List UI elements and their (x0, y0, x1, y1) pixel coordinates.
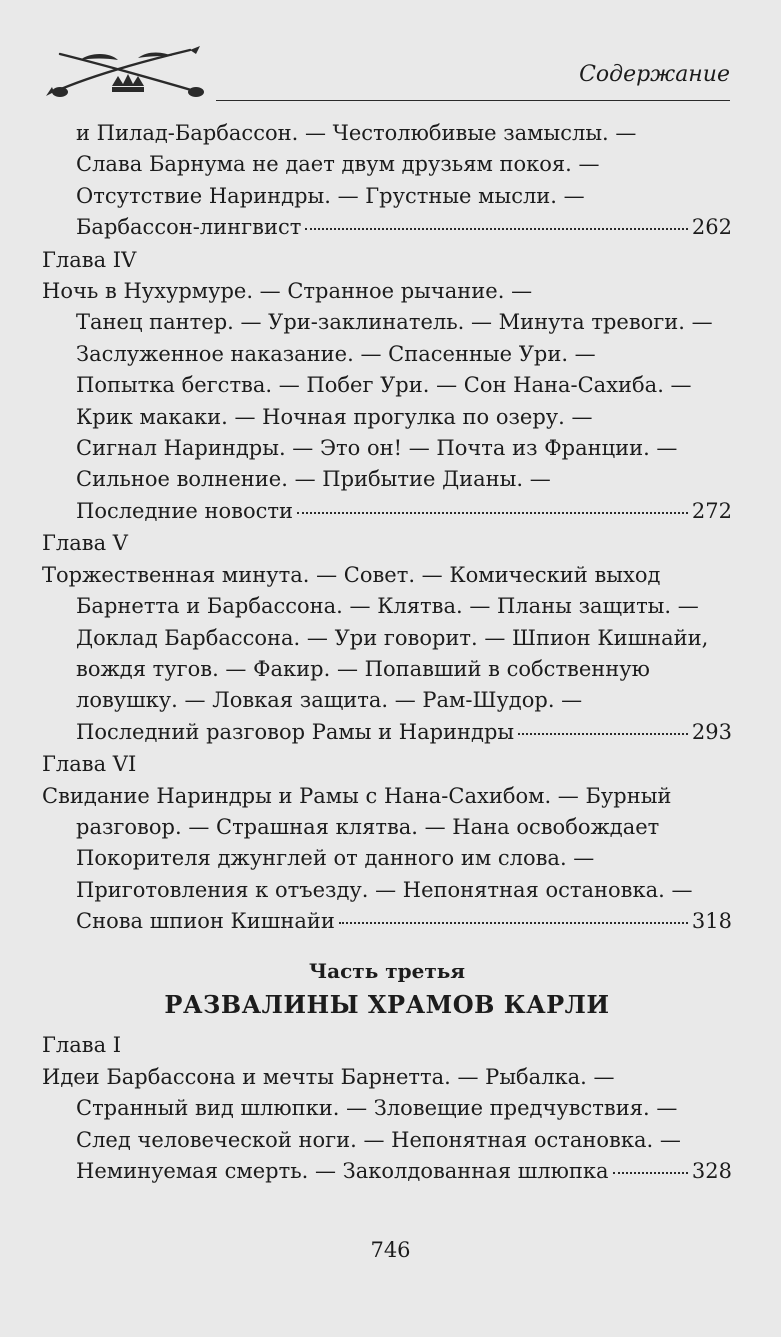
toc-line: След человеческой ноги. — Непонятная остановка. — (76, 1127, 681, 1152)
toc-line-text: Последние новости (76, 498, 293, 523)
toc-line-with-page (42, 212, 732, 243)
toc-page-number: 262 (691, 215, 732, 240)
toc-line-text: Барбассон-лингвист (76, 215, 302, 240)
toc-line: Покорителя джунглей от данного им слова. — (76, 846, 595, 871)
toc-line: Ночь в Нухурмуре. — Странное рычание. — (42, 279, 533, 304)
toc-line-with-page (42, 1156, 732, 1187)
toc-part3-chapter-1 (42, 1030, 732, 1187)
toc-line: вождя тугов. — Факир. — Попавший в собственную (76, 656, 650, 681)
toc-line-with-page (42, 717, 732, 748)
header-title: Содержание (579, 62, 730, 87)
toc-page-number: 293 (691, 719, 732, 744)
table-of-contents (42, 118, 732, 1187)
toc-line: Свидание Нариндры и Рамы с Нана-Сахибом. — Бурный (42, 783, 672, 808)
toc-line-text: Снова шпион Кишнайи (76, 909, 335, 934)
toc-line: Странный вид шлюпки. — Зловещие предчувствия. — (76, 1096, 678, 1121)
page-number: 746 (370, 1238, 411, 1262)
part-label: Часть третья (308, 958, 466, 983)
toc-line: Крик макаки. — Ночная прогулка по озеру. — (76, 404, 593, 429)
toc-line: Танец пантер. — Ури-заклинатель. — Минута тревоги. — (76, 310, 713, 335)
dot-leader (305, 228, 688, 230)
chapter-label: Глава V (42, 531, 128, 556)
toc-line: разговор. — Страшная клятва. — Нана освобождает (76, 814, 660, 839)
header-rule (216, 100, 730, 101)
toc-line-text: Неминуемая смерть. — Заколдованная шлюпка (76, 1159, 609, 1183)
part-title: РАЗВАЛИНЫ ХРАМОВ КАРЛИ (164, 989, 610, 1019)
toc-chapter-4 (42, 245, 732, 528)
toc-chapter-5 (42, 528, 732, 748)
toc-line: Барнетта и Барбассона. — Клятва. — Планы защиты. — (76, 594, 699, 619)
toc-page-number: 272 (691, 498, 732, 523)
toc-chapter-6 (42, 749, 732, 937)
toc-page-number: 318 (691, 909, 732, 934)
toc-line: Идеи Барбассона и мечты Барнетта. — Рыбалка. — (42, 1064, 615, 1089)
crossed-sabers-crown-ornament-icon (40, 40, 210, 105)
toc-line: Попытка бегства. — Побег Ури. — Сон Нана-Сахиба. — (76, 373, 692, 398)
toc-line: Заслуженное наказание. — Спасенные Ури. — (76, 341, 596, 366)
toc-line: ловушку. — Ловкая защита. — Рам-Шудор. — (76, 688, 583, 713)
dot-leader (297, 512, 688, 514)
chapter-label: Глава VI (42, 752, 137, 777)
dot-leader (339, 922, 688, 924)
toc-line: Отсутствие Нариндры. — Грустные мысли. — (76, 183, 585, 208)
dot-leader (518, 733, 688, 735)
toc-line: Доклад Барбассона. — Ури говорит. — Шпион Кишнайи, (76, 625, 709, 650)
toc-page-number: 328 (691, 1159, 732, 1183)
toc-line-with-page (42, 496, 732, 527)
toc-line-with-page (42, 906, 732, 937)
toc-line: и Пилад-Барбассон. — Честолюбивые замыслы. — (76, 121, 637, 145)
toc-line-text: Последний разговор Рамы и Нариндры (76, 719, 515, 744)
dot-leader (613, 1172, 688, 1174)
page-header (40, 40, 730, 110)
toc-line: Слава Барнума не дает двум друзьям покоя. — (76, 152, 600, 177)
toc-entry-previous (42, 118, 732, 244)
part-heading (42, 956, 732, 1021)
toc-line: Приготовления к отъезду. — Непонятная остановка. — (76, 877, 693, 902)
toc-line: Торжественная минута. — Совет. — Комический выход (42, 562, 661, 587)
toc-line: Сильное волнение. — Прибытие Дианы. — (76, 467, 551, 492)
chapter-label: Глава I (42, 1033, 122, 1058)
chapter-label: Глава IV (42, 247, 137, 272)
toc-line: Сигнал Нариндры. — Это он! — Почта из Франции. — (76, 436, 678, 461)
